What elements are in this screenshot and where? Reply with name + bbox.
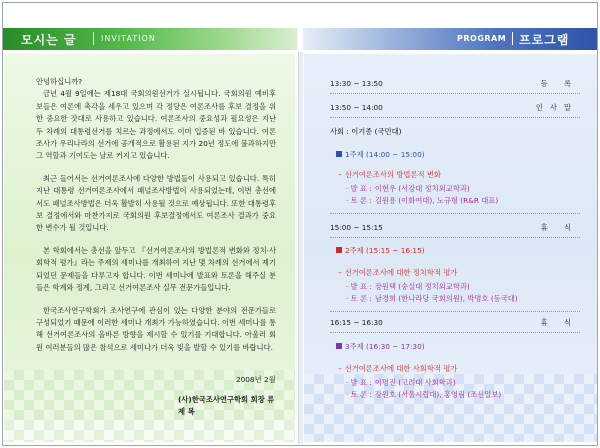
schedule-time: 16:15 ~ 16:30 <box>330 318 383 327</box>
bullet-icon <box>336 247 342 253</box>
chairperson: 사회 : 이기종 (국민대) <box>330 127 402 136</box>
session-1-title <box>336 150 425 160</box>
session-2-discussant <box>346 294 518 304</box>
dash-icon: – <box>338 364 342 373</box>
role-label: · 발 표 : <box>346 184 372 193</box>
letter-greeting: 안녕하십니까? <box>36 77 83 86</box>
session-2-topic <box>338 268 457 278</box>
program-subtitle: PROGRAM <box>457 34 507 43</box>
session-title-text: 1주제 (14:00 ~ 15:00) <box>345 150 425 159</box>
role-label: · 토 론 : <box>346 294 372 303</box>
letter-date: 2008년 2월 <box>236 375 276 384</box>
session-topic-text: 선거여론조사의 방법론적 변화 <box>344 170 441 179</box>
invitation-header <box>3 28 297 50</box>
session-3-topic <box>338 364 457 374</box>
program-header <box>303 28 597 50</box>
bullet-icon <box>336 343 342 349</box>
session-title-text: 2주제 (15:15 ~ 16:15) <box>345 246 425 255</box>
letter-paragraph: 한국조사연구학회가 조사연구에 관심이 있는 다양한 분야의 전문가들로 구성되었기 때문에 이러한 세미나 개최가 가능하였습니다. 이번 세미나를 통해 선거여론조사의 올바른 방향을 제시할 수 있기를 기대합니다. 아울러 회원 여러분들의 많은 참석으로 세미나가 더욱 빛을 발할 수 있기를 바랍니다. <box>36 305 276 352</box>
schedule-time: 13:30 ~ 13:50 <box>330 79 383 88</box>
dash-icon: – <box>338 170 342 179</box>
divider <box>330 117 580 118</box>
header-divider <box>93 32 94 45</box>
session-title-text: 3주제 (16:30 ~ 17:30) <box>345 342 425 351</box>
schedule-label: 인사말 <box>535 103 578 112</box>
presenter-name: 장원택 (숭실대 정치외교학과) <box>374 282 470 291</box>
bullet-icon <box>336 151 342 157</box>
center-fold <box>298 52 303 444</box>
schedule-label: 휴 식 <box>540 318 578 327</box>
discussant-names: 남경희 (한나라당 국회의원), 박명호 (동국대) <box>374 294 518 303</box>
letter-paragraph: 본 학회에서는 총선을 앞두고 『선거여론조사의 방법론적 변화와 정치·사회학적 평가』라는 주제의 세미나를 개최하여 지난 몇 차례의 선거에서 제기되었던 문제들을 다루고자 합니다. 이번 세미나에 발표와 토론을 해주실 분들은 학계와 정계, 그리고 선거여론조사 실무 전문가들입니다. <box>36 245 276 293</box>
schedule-label: 등 록 <box>540 79 578 88</box>
session-topic-text: 선거여론조사에 대한 사회학적 평가 <box>344 364 458 373</box>
session-1-presenter <box>346 184 470 194</box>
divider <box>330 213 580 214</box>
divider <box>330 93 580 94</box>
discussant-names: 김원용 (이화여대), 노규형 (R&R 대표) <box>374 196 499 205</box>
session-2-presenter <box>346 282 470 292</box>
header-divider <box>512 32 513 45</box>
session-2-title <box>336 246 425 256</box>
letter-signature: (사)한국조사연구학회 회장 류 제 복 <box>178 395 275 417</box>
presenter-name: 이현우 (서강대 정치외교학과) <box>374 184 470 193</box>
dash-icon: – <box>338 268 342 277</box>
role-label: · 발 표 : <box>346 378 372 387</box>
invitation-title: 모시는 글 <box>21 33 77 47</box>
presenter-name: 이명진 (고려대 사회학과) <box>374 378 456 387</box>
session-3-discussant <box>346 390 501 400</box>
divider <box>330 332 580 333</box>
letter-paragraph: 금년 4월 9일에는 제18대 국회의원선거가 실시됩니다. 국회의원 예비후보들은 여론에 촉각을 세우고 있으며 각 정당은 여론조사를 후보 결정을 위한 중요한 잣대로 사용하고 있습니다. 여론조사의 중요성과 필요성은 지난 두 차례의 대통령선거를 치르는 과정에서도 이미 입증된 바 있습니다. 여론조사가 우리나라의 선거에 공개적으로 활용된 지가 20년 정도에 불과하지만 그 역할과 기여도는 날로 커지고 있습니다. <box>36 89 276 161</box>
divider <box>330 311 580 312</box>
session-topic-text: 선거여론조사에 대한 정치학적 평가 <box>344 268 458 277</box>
invitation-subtitle: INVITATION <box>101 34 156 43</box>
role-label: · 토 론 : <box>346 390 372 399</box>
divider <box>330 237 580 238</box>
session-3-title <box>336 342 425 352</box>
session-1-topic <box>338 170 441 180</box>
session-1-discussant <box>346 196 498 206</box>
schedule-time: 13:50 ~ 14:00 <box>330 103 383 112</box>
role-label: · 발 표 : <box>346 282 372 291</box>
schedule-time: 15:00 ~ 15:15 <box>330 223 383 232</box>
role-label: · 토 론 : <box>346 196 372 205</box>
invitation-letter <box>36 76 276 417</box>
session-3-presenter <box>346 378 456 388</box>
letter-paragraph: 최근 들어서는 선거여론조사에 다양한 방법들이 사용되고 있습니다. 특히 지난 대통령 선거여론조사에서 패널조사방법이 사용되었는데, 이번 총선에서도 패널조사방법은 더욱 활발히 사용될 것으로 예상됩니다. 또한 대통령후보 결정에서와 마찬가지로 국회의원 후보결정에서도 여론조사 결과가 중요한 변수가 될 것입니다. <box>36 173 276 233</box>
schedule-label: 휴 식 <box>540 223 578 232</box>
discussant-names: 장원호 (서울시립대), 홍영림 (조선일보) <box>374 390 502 399</box>
program-title: 프로그램 <box>519 33 570 47</box>
